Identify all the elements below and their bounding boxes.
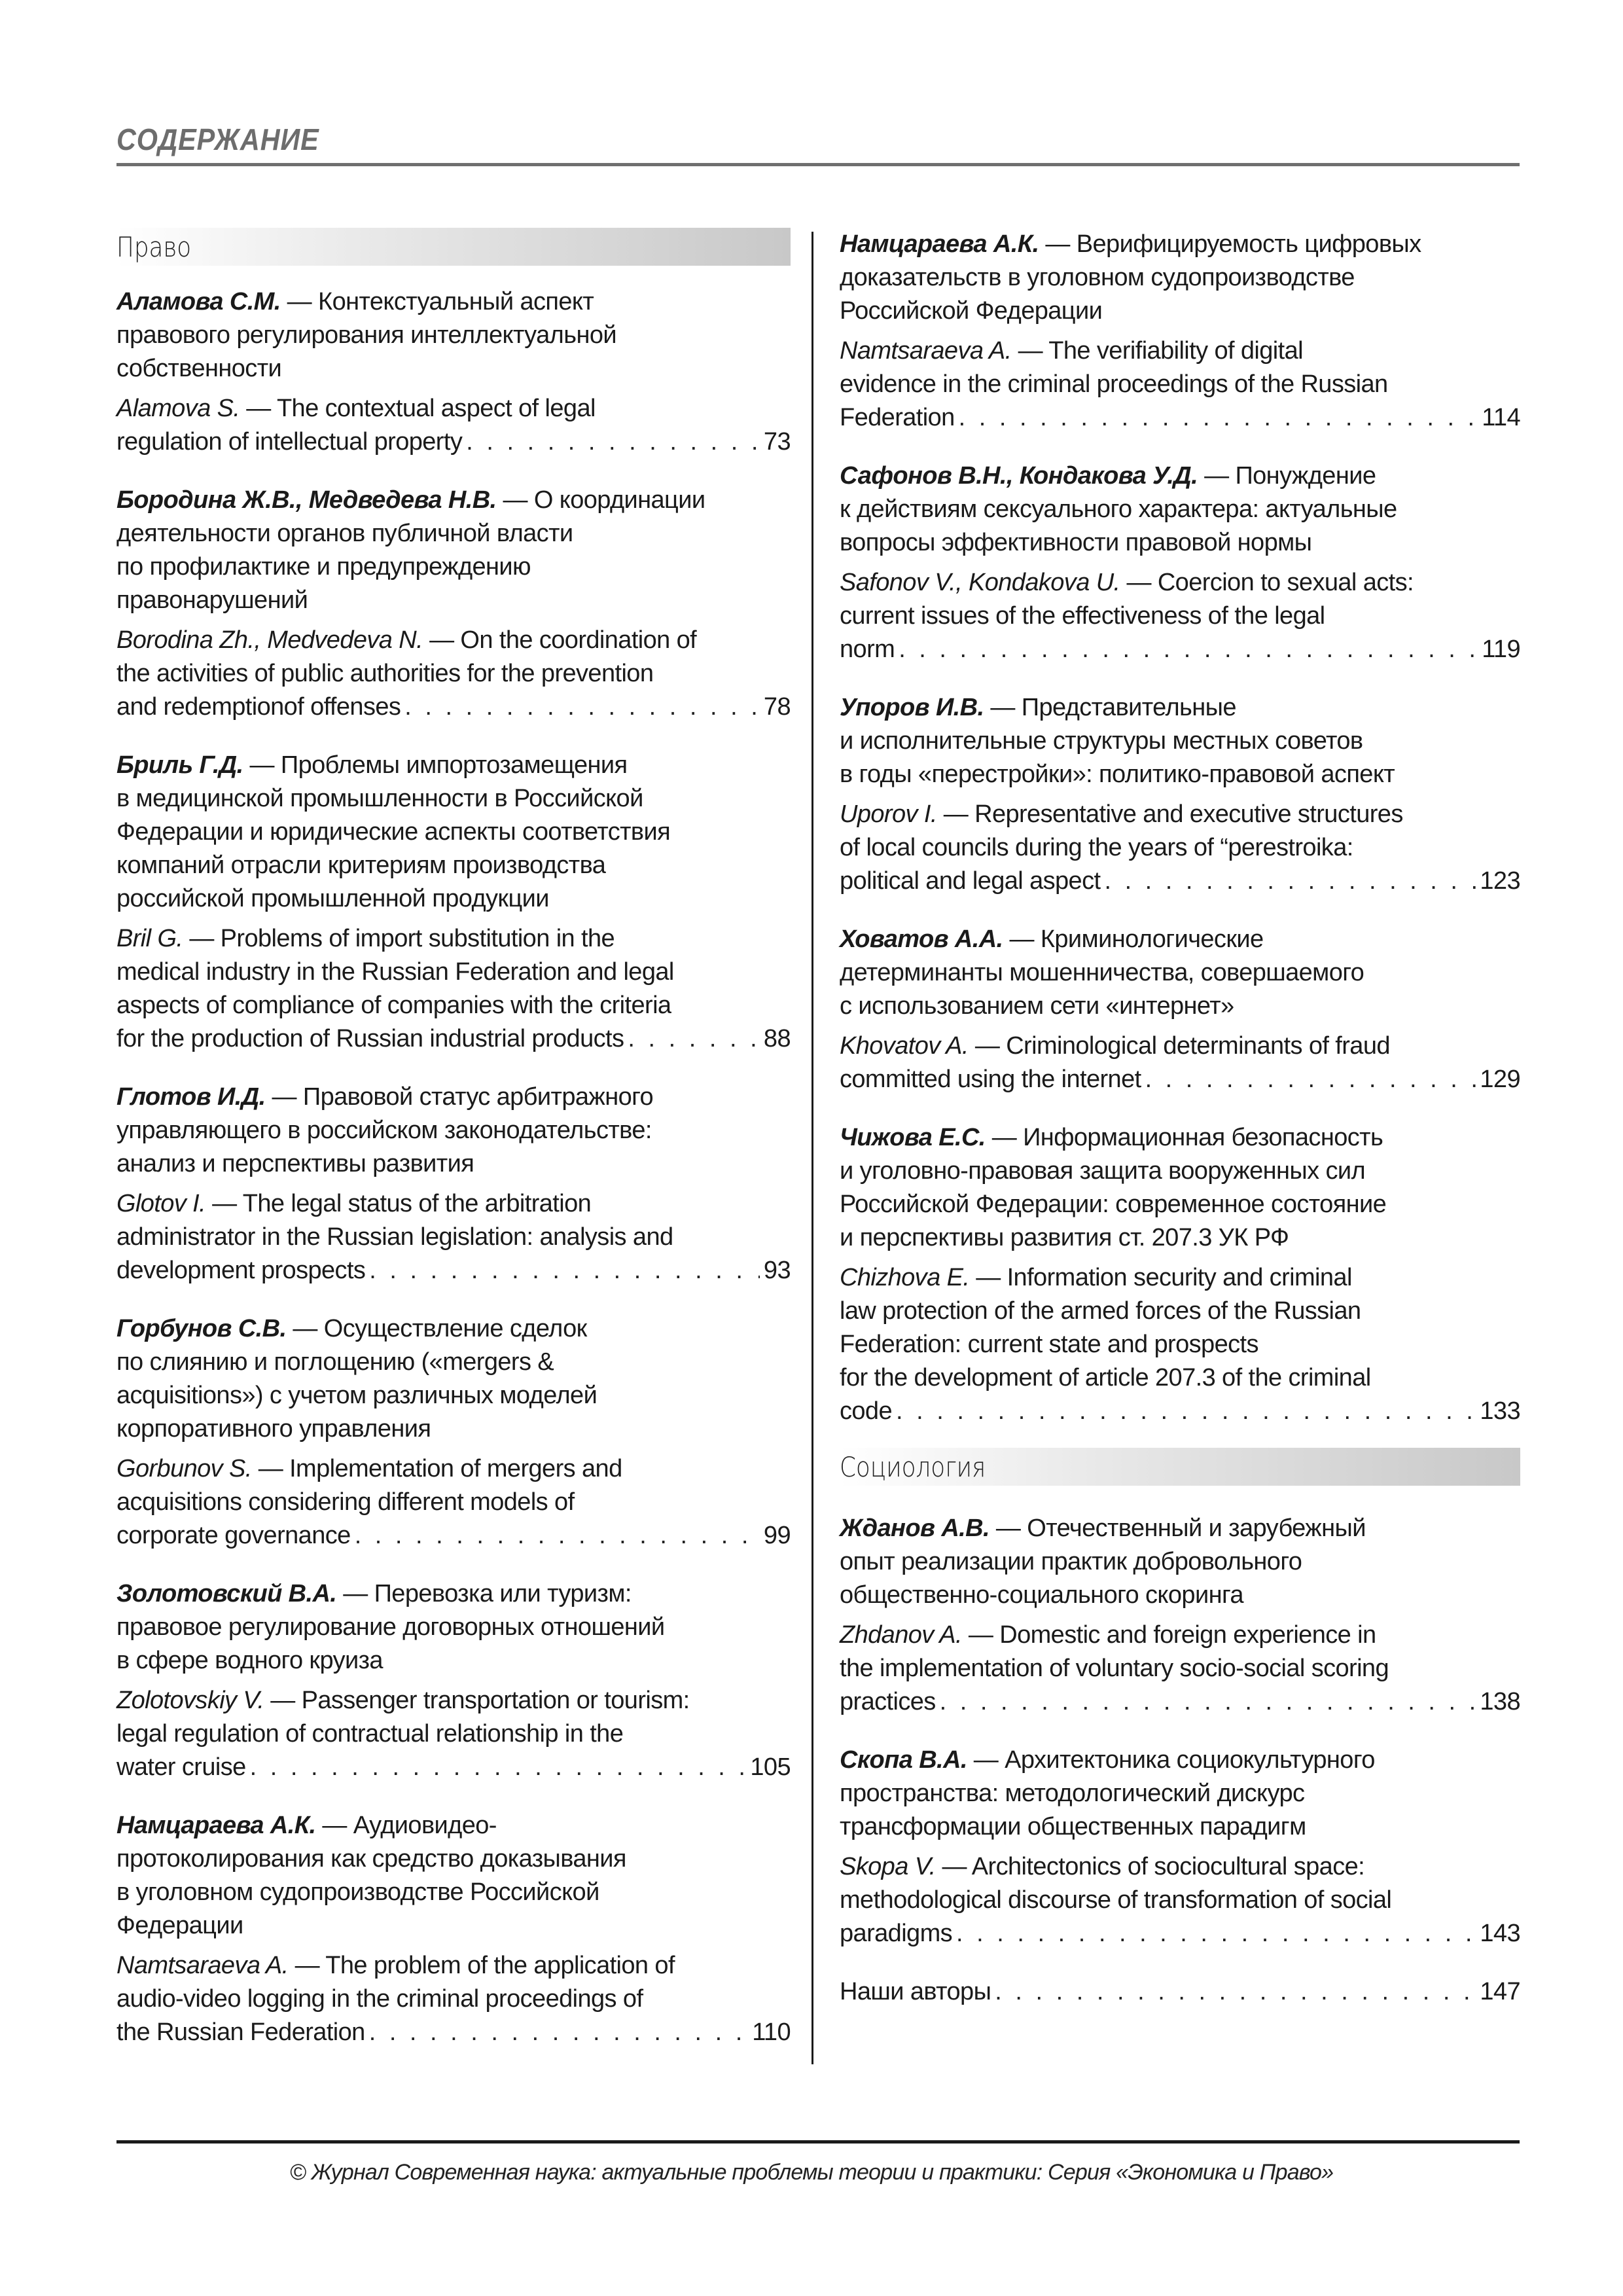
dot-leader (899, 633, 1478, 666)
entry-title-ru: Аламова С.М. — Контекстуальный аспект правового регулирования интеллектуальной собственности (116, 288, 616, 382)
entry-title-en (116, 1949, 791, 2016)
dot-leader (369, 2016, 749, 2049)
title-en-line: political and legal aspect (840, 867, 1101, 895)
title-en-line: regulation of intellectual property (116, 428, 463, 456)
title-en-line: the activities of public authorities for the prevention (116, 660, 654, 687)
title-en-line: — The legal status of the arbitration (205, 1190, 592, 1217)
title-ru-line: Проблемы импортозамещения (280, 751, 628, 779)
title-ru-line: правонарушений (116, 586, 308, 614)
dot-leader (466, 425, 760, 459)
author-name-en: Khovatov A. (840, 1032, 969, 1060)
page-number[interactable]: 114 (1482, 404, 1520, 431)
title-ru-line: Представительные (1021, 694, 1236, 721)
author-name-ru: Упоров И.В. (840, 694, 984, 721)
title-en-line: of local councils during the years of “perestroika: (840, 834, 1353, 861)
page-number[interactable]: 143 (1480, 1920, 1520, 1947)
toc-entry[interactable] (840, 1121, 1520, 1428)
author-name-en: Alamova S. (116, 395, 240, 422)
title-en-line: code (840, 1397, 893, 1425)
entry-title-ru: Бородина Ж.В., Медведева Н.В. — О координации деятельности органов публичной власти по профилактике и предупреждению правонарушений (116, 486, 705, 614)
title-ru-line: с использованием сети «интернет» (840, 992, 1234, 1020)
title-ru-line: правового регулирования интеллектуальной (116, 321, 616, 349)
title-ru-line: Федерации (116, 1912, 243, 1939)
title-ru-line: acquisitions») с учетом различных моделей (116, 1382, 597, 1409)
entry-title-ru: Намцараева А.К. — Аудиовидео- протоколирования как средство доказывания в уголовном судопроизводстве Российской Федерации (116, 1812, 626, 1939)
entry-last-line (116, 1519, 791, 1552)
page-number[interactable]: 110 (752, 2018, 791, 2046)
title-en-line: — The contextual aspect of legal (240, 395, 596, 422)
dot-leader (956, 1917, 1476, 1950)
author-name-ru: Золотовский В.А. (116, 1580, 337, 1607)
section-title: Социология (840, 1450, 986, 1483)
dot-leader (250, 1751, 747, 1784)
entry-title-en (116, 1684, 791, 1751)
dot-leader (355, 1519, 760, 1552)
title-en-line: — On the coordination of (423, 626, 697, 654)
entry-last-line (840, 401, 1520, 435)
title-ru-line: Российской Федерации: современное состояние (840, 1191, 1387, 1218)
entry-last-line (116, 1254, 791, 1287)
title-en-line: — Problems of import substitution in the (183, 925, 615, 952)
entry-title-ru: Золотовский В.А. — Перевозка или туризм: правовое регулирование договорных отношений в сфере водного круиза (116, 1580, 665, 1674)
author-name-en: Safonov V., Kondakova U. (840, 569, 1120, 596)
author-name-en: Uporov I. (840, 800, 937, 828)
title-en-line: aspects of compliance of companies with the criteria (116, 992, 671, 1019)
toc-entry[interactable] (116, 1809, 791, 2049)
entry-title-ru: Сафонов В.Н., Кондакова У.Д. — Понуждение к действиям сексуального характера: актуальные вопросы эффективности правовой нормы (840, 462, 1397, 556)
toc-entry[interactable] (116, 1312, 791, 1552)
title-ru-line: и уголовно-правовая защита вооруженных сил (840, 1157, 1366, 1185)
title-ru-line: собственности (116, 355, 282, 382)
title-ru-line: правовое регулирование договорных отношений (116, 1613, 665, 1641)
entry-last-line (840, 633, 1520, 666)
dot-leader (404, 691, 760, 724)
title-ru-line: Понуждение (1235, 462, 1376, 490)
title-ru-line: Правовой статус арбитражного (302, 1083, 654, 1111)
title-ru-line: деятельности органов публичной власти (116, 520, 573, 547)
entry-last-line (840, 1063, 1520, 1096)
title-ru-line: Отечественный и зарубежный (1027, 1515, 1366, 1542)
toc-column-right (840, 228, 1520, 2009)
entry-title-en (116, 1452, 791, 1519)
entry-title-ru: Скопа В.А. — Архитектоника социокультурного пространства: методологический дискурс трансформации общественных парадигм (840, 1746, 1375, 1840)
title-ru-line: детерминанты мошенничества, совершаемого (840, 959, 1364, 986)
entry-title-en (840, 1030, 1520, 1063)
title-en-line: — Domestic and foreign experience in (961, 1621, 1376, 1649)
title-en-line: — Passenger transportation or tourism: (264, 1687, 690, 1714)
author-name-ru: Жданов А.В. (840, 1515, 990, 1542)
entry-title-en (840, 1261, 1520, 1395)
toc-entry[interactable] (116, 749, 791, 1056)
title-en-line: methodological discourse of transformation of social (840, 1886, 1392, 1914)
page-number[interactable]: 138 (1480, 1688, 1520, 1715)
entry-last-line (840, 1395, 1520, 1428)
title-en-line: the implementation of voluntary socio-social scoring (840, 1655, 1389, 1682)
author-name-en: Glotov I. (116, 1190, 206, 1217)
author-name-ru: Скопа В.А. (840, 1746, 967, 1774)
title-en-line: law protection of the armed forces of the Russian (840, 1297, 1361, 1325)
entry-title-ru: Горбунов С.В. — Осуществление сделок по слиянию и поглощению («mergers & acquisitions») с учетом различных моделей корпоративного управления (116, 1315, 597, 1443)
toc-entries-left (116, 285, 791, 2049)
title-ru-line: российской промышленной продукции (116, 885, 549, 912)
title-en-line: Federation (840, 404, 955, 431)
title-ru-line: Верифицируемость цифровых (1076, 230, 1421, 258)
title-en-line: administrator in the Russian legislation: analysis and (116, 1223, 673, 1251)
author-name-ru: Намцараева А.К. (840, 230, 1039, 258)
title-en-line: for the production of Russian industrial products (116, 1025, 624, 1052)
author-name-ru: Глотов И.Д. (116, 1083, 266, 1111)
title-ru-line: опыт реализации практик добровольного (840, 1548, 1302, 1575)
title-ru-line: в сфере водного круиза (116, 1647, 383, 1674)
title-ru-line: компаний отрасли критериям производства (116, 852, 606, 879)
author-name-en: Borodina Zh., Medvedeva N. (116, 626, 423, 654)
dot-leader (940, 1685, 1476, 1719)
entry-title-ru: Намцараева А.К. — Верифицируемость цифровых доказательств в уголовном судопроизводстве Российской Федерации (840, 230, 1421, 325)
toc-entry[interactable] (840, 1512, 1520, 1719)
title-en-line: — Architectonics of sociocultural space: (935, 1853, 1365, 1880)
toc-entries-right-sociology (840, 1512, 1520, 1950)
page-number: 147 (1480, 1978, 1520, 2005)
entry-label: Наши авторы (840, 1978, 991, 2005)
entry-title-ru: Упоров И.В. — Представительные и исполнительные структуры местных советов в годы «перестройки»: политико-правовой аспект (840, 694, 1395, 788)
dot-leader (995, 1975, 1476, 2009)
title-en-line: the Russian Federation (116, 2018, 365, 2046)
title-en-line: legal regulation of contractual relationship in the (116, 1720, 624, 1748)
title-ru-line: Информационная безопасность (1023, 1124, 1383, 1151)
page-number[interactable]: 133 (1480, 1397, 1520, 1425)
entry-title-ru: Глотов И.Д. — Правовой статус арбитражного управляющего в российском законодательстве: анализ и перспективы развития (116, 1083, 654, 1177)
author-name-ru: Горбунов С.В. (116, 1315, 287, 1342)
title-ru-line: Перевозка или туризм: (374, 1580, 632, 1607)
toc-entry[interactable] (116, 1081, 791, 1287)
author-name-ru: Бриль Г.Д. (116, 751, 243, 779)
title-ru-line: Федерации и юридические аспекты соответствия (116, 818, 671, 846)
title-en-line: and redemptionof offenses (116, 693, 401, 721)
dot-leader (628, 1022, 760, 1056)
title-en-line: audio-video logging in the criminal proceedings of (116, 1985, 643, 2013)
page-number[interactable]: 119 (1482, 636, 1520, 663)
title-en-line: medical industry in the Russian Federation and legal (116, 958, 674, 986)
title-ru-line: Российской Федерации (840, 297, 1103, 325)
title-ru-line: анализ и перспективы развития (116, 1150, 474, 1177)
title-ru-line: в медицинской промышленности в Российской (116, 785, 643, 812)
entry-title-en (840, 334, 1520, 401)
page-number[interactable]: 99 (763, 1522, 791, 1549)
page-number[interactable]: 73 (763, 428, 791, 456)
footer-rule (116, 2140, 1520, 2144)
header-rule (116, 163, 1520, 166)
author-name-en: Gorbunov S. (116, 1455, 252, 1482)
title-en-line: committed using the internet (840, 1066, 1141, 1093)
dot-leader (1104, 865, 1476, 898)
toc-entry[interactable] (116, 285, 791, 459)
title-ru-line: протоколирования как средство доказывания (116, 1845, 626, 1873)
entry-title-ru: Жданов А.В. — Отечественный и зарубежный опыт реализации практик добровольного общественно-социального скоринга (840, 1515, 1366, 1609)
title-ru-line: и перспективы развития ст. 207.3 УК РФ (840, 1224, 1289, 1251)
toc-entry[interactable] (840, 1744, 1520, 1950)
entry-last-line (116, 1751, 791, 1784)
author-name-ru: Бородина Ж.В., Медведева Н.В. (116, 486, 497, 514)
author-name-ru: Аламова С.М. (116, 288, 281, 315)
toc-entry[interactable] (840, 691, 1520, 898)
title-ru-line: Архитектоника социокультурного (1005, 1746, 1375, 1774)
entry-title-en (840, 798, 1520, 865)
entry-title-en (116, 922, 791, 1022)
toc-column-left (116, 228, 791, 2074)
title-en-line: corporate governance (116, 1522, 351, 1549)
entry-title-en (116, 1187, 791, 1254)
title-ru-line: по профилактике и предупреждению (116, 553, 531, 581)
page-number[interactable]: 105 (750, 1753, 791, 1781)
author-name-en: Namtsaraeva A. (116, 1952, 289, 1979)
title-en-line: — Criminological determinants of fraud (968, 1032, 1390, 1060)
entry-last-line (116, 1022, 791, 1056)
toc-entry[interactable] (840, 228, 1520, 435)
title-en-line: evidence in the criminal proceedings of the Russian (840, 370, 1388, 398)
title-en-line: current issues of the effectiveness of the legal (840, 602, 1325, 630)
title-ru-line: к действиям сексуального характера: актуальные (840, 495, 1397, 523)
author-name-en: Zolotovskiy V. (116, 1687, 264, 1714)
dot-leader (959, 401, 1478, 435)
title-ru-line: в уголовном судопроизводстве Российской (116, 1878, 599, 1906)
entry-title-ru: Ховатов А.А. — Криминологические детерминанты мошенничества, совершаемого с использованием сети «интернет» (840, 925, 1364, 1020)
title-en-line: practices (840, 1688, 936, 1715)
title-ru-line: Осуществление сделок (323, 1315, 587, 1342)
dot-leader (896, 1395, 1476, 1428)
dot-leader (369, 1254, 760, 1287)
toc-entry[interactable] (116, 484, 791, 724)
title-en-line: — Information security and criminal (969, 1264, 1352, 1291)
page-number[interactable]: 88 (763, 1025, 791, 1052)
toc-entry[interactable] (116, 1577, 791, 1784)
title-ru-line: в годы «перестройки»: политико-правовой аспект (840, 761, 1395, 788)
entry-last-line (116, 2016, 791, 2049)
author-name-ru: Чижова Е.С. (840, 1124, 986, 1151)
toc-entry[interactable] (840, 923, 1520, 1096)
title-ru-line: корпоративного управления (116, 1415, 431, 1443)
entry-title-en (840, 1619, 1520, 1685)
entry-title-en (840, 566, 1520, 633)
author-name-en: Zhdanov A. (840, 1621, 962, 1649)
author-name-en: Namtsaraeva A. (840, 337, 1012, 365)
title-ru-line: Аудиовидео- (353, 1812, 497, 1839)
title-ru-line: трансформации общественных парадигм (840, 1813, 1306, 1840)
toc-entry-our-authors[interactable] (840, 1975, 1520, 2009)
toc-entries-right-law (840, 228, 1520, 1428)
author-name-en: Chizhova E. (840, 1264, 970, 1291)
title-en-line: for the development of article 207.3 of the criminal (840, 1364, 1371, 1391)
entry-last-line (840, 1685, 1520, 1719)
section-header-law (116, 228, 791, 266)
page-number[interactable]: 129 (1480, 1066, 1520, 1093)
entry-title-ru: Бриль Г.Д. — Проблемы импортозамещения в медицинской промышленности в Российской Федерации и юридические аспекты соответствия компаний отрасли критериям производства российской промышленной продукции (116, 751, 671, 912)
author-name-en: Skopa V. (840, 1853, 936, 1880)
title-ru-line: и исполнительные структуры местных советов (840, 727, 1363, 755)
page-title: СОДЕРЖАНИЕ (116, 122, 319, 156)
toc-entry[interactable] (840, 459, 1520, 666)
page-number[interactable]: 78 (763, 693, 791, 721)
title-en-line: — The problem of the application of (288, 1952, 675, 1979)
footer-copyright: © Журнал Современная наука: актуальные проблемы теории и практики: Серия «Экономика и Право» (289, 2160, 1334, 2185)
section-header-sociology (840, 1448, 1520, 1486)
title-ru-line: доказательств в уголовном судопроизводстве (840, 264, 1355, 291)
entry-last-line (116, 425, 791, 459)
author-name-ru: Ховатов А.А. (840, 925, 1003, 953)
entry-title-en (840, 1850, 1520, 1917)
entry-last-line (116, 691, 791, 724)
entry-last-line (840, 1917, 1520, 1950)
title-ru-line: О координации (533, 486, 705, 514)
title-en-line: water cruise (116, 1753, 246, 1781)
title-ru-line: вопросы эффективности правовой нормы (840, 529, 1312, 556)
author-name-ru: Намцараева А.К. (116, 1812, 316, 1839)
title-en-line: norm (840, 636, 895, 663)
entry-title-en (116, 624, 791, 691)
title-ru-line: Контекстуальный аспект (318, 288, 594, 315)
section-title: Право (116, 230, 192, 263)
author-name-ru: Сафонов В.Н., Кондакова У.Д. (840, 462, 1198, 490)
entry-title-ru: Чижова Е.С. — Информационная безопасность и уголовно-правовая защита вооруженных сил Российской Федерации: современное состояние и перспективы развития ст. 207.3 УК РФ (840, 1124, 1387, 1251)
title-en-line: acquisitions considering different models of (116, 1488, 575, 1516)
entry-title-en (116, 392, 791, 425)
column-divider (812, 232, 813, 2064)
title-ru-line: общественно-социального скоринга (840, 1581, 1243, 1609)
title-ru-line: управляющего в российском законодательстве: (116, 1117, 652, 1144)
title-en-line: — Implementation of mergers and (251, 1455, 622, 1482)
entry-last-line (840, 865, 1520, 898)
title-en-line: — Representative and executive structures (936, 800, 1403, 828)
dot-leader (1145, 1063, 1476, 1096)
title-en-line: Federation: current state and prospects (840, 1331, 1258, 1358)
title-ru-line: Криминологические (1040, 925, 1264, 953)
title-en-line: — The verifiability of digital (1011, 337, 1303, 365)
page-number[interactable]: 93 (763, 1257, 791, 1284)
title-en-line: development prospects (116, 1257, 366, 1284)
author-name-en: Bril G. (116, 925, 183, 952)
title-en-line: — Coercion to sexual acts: (1120, 569, 1414, 596)
title-ru-line: пространства: методологический дискурс (840, 1780, 1305, 1807)
title-en-line: paradigms (840, 1920, 953, 1947)
page-number[interactable]: 123 (1480, 867, 1520, 895)
title-ru-line: по слиянию и поглощению («mergers & (116, 1348, 554, 1376)
